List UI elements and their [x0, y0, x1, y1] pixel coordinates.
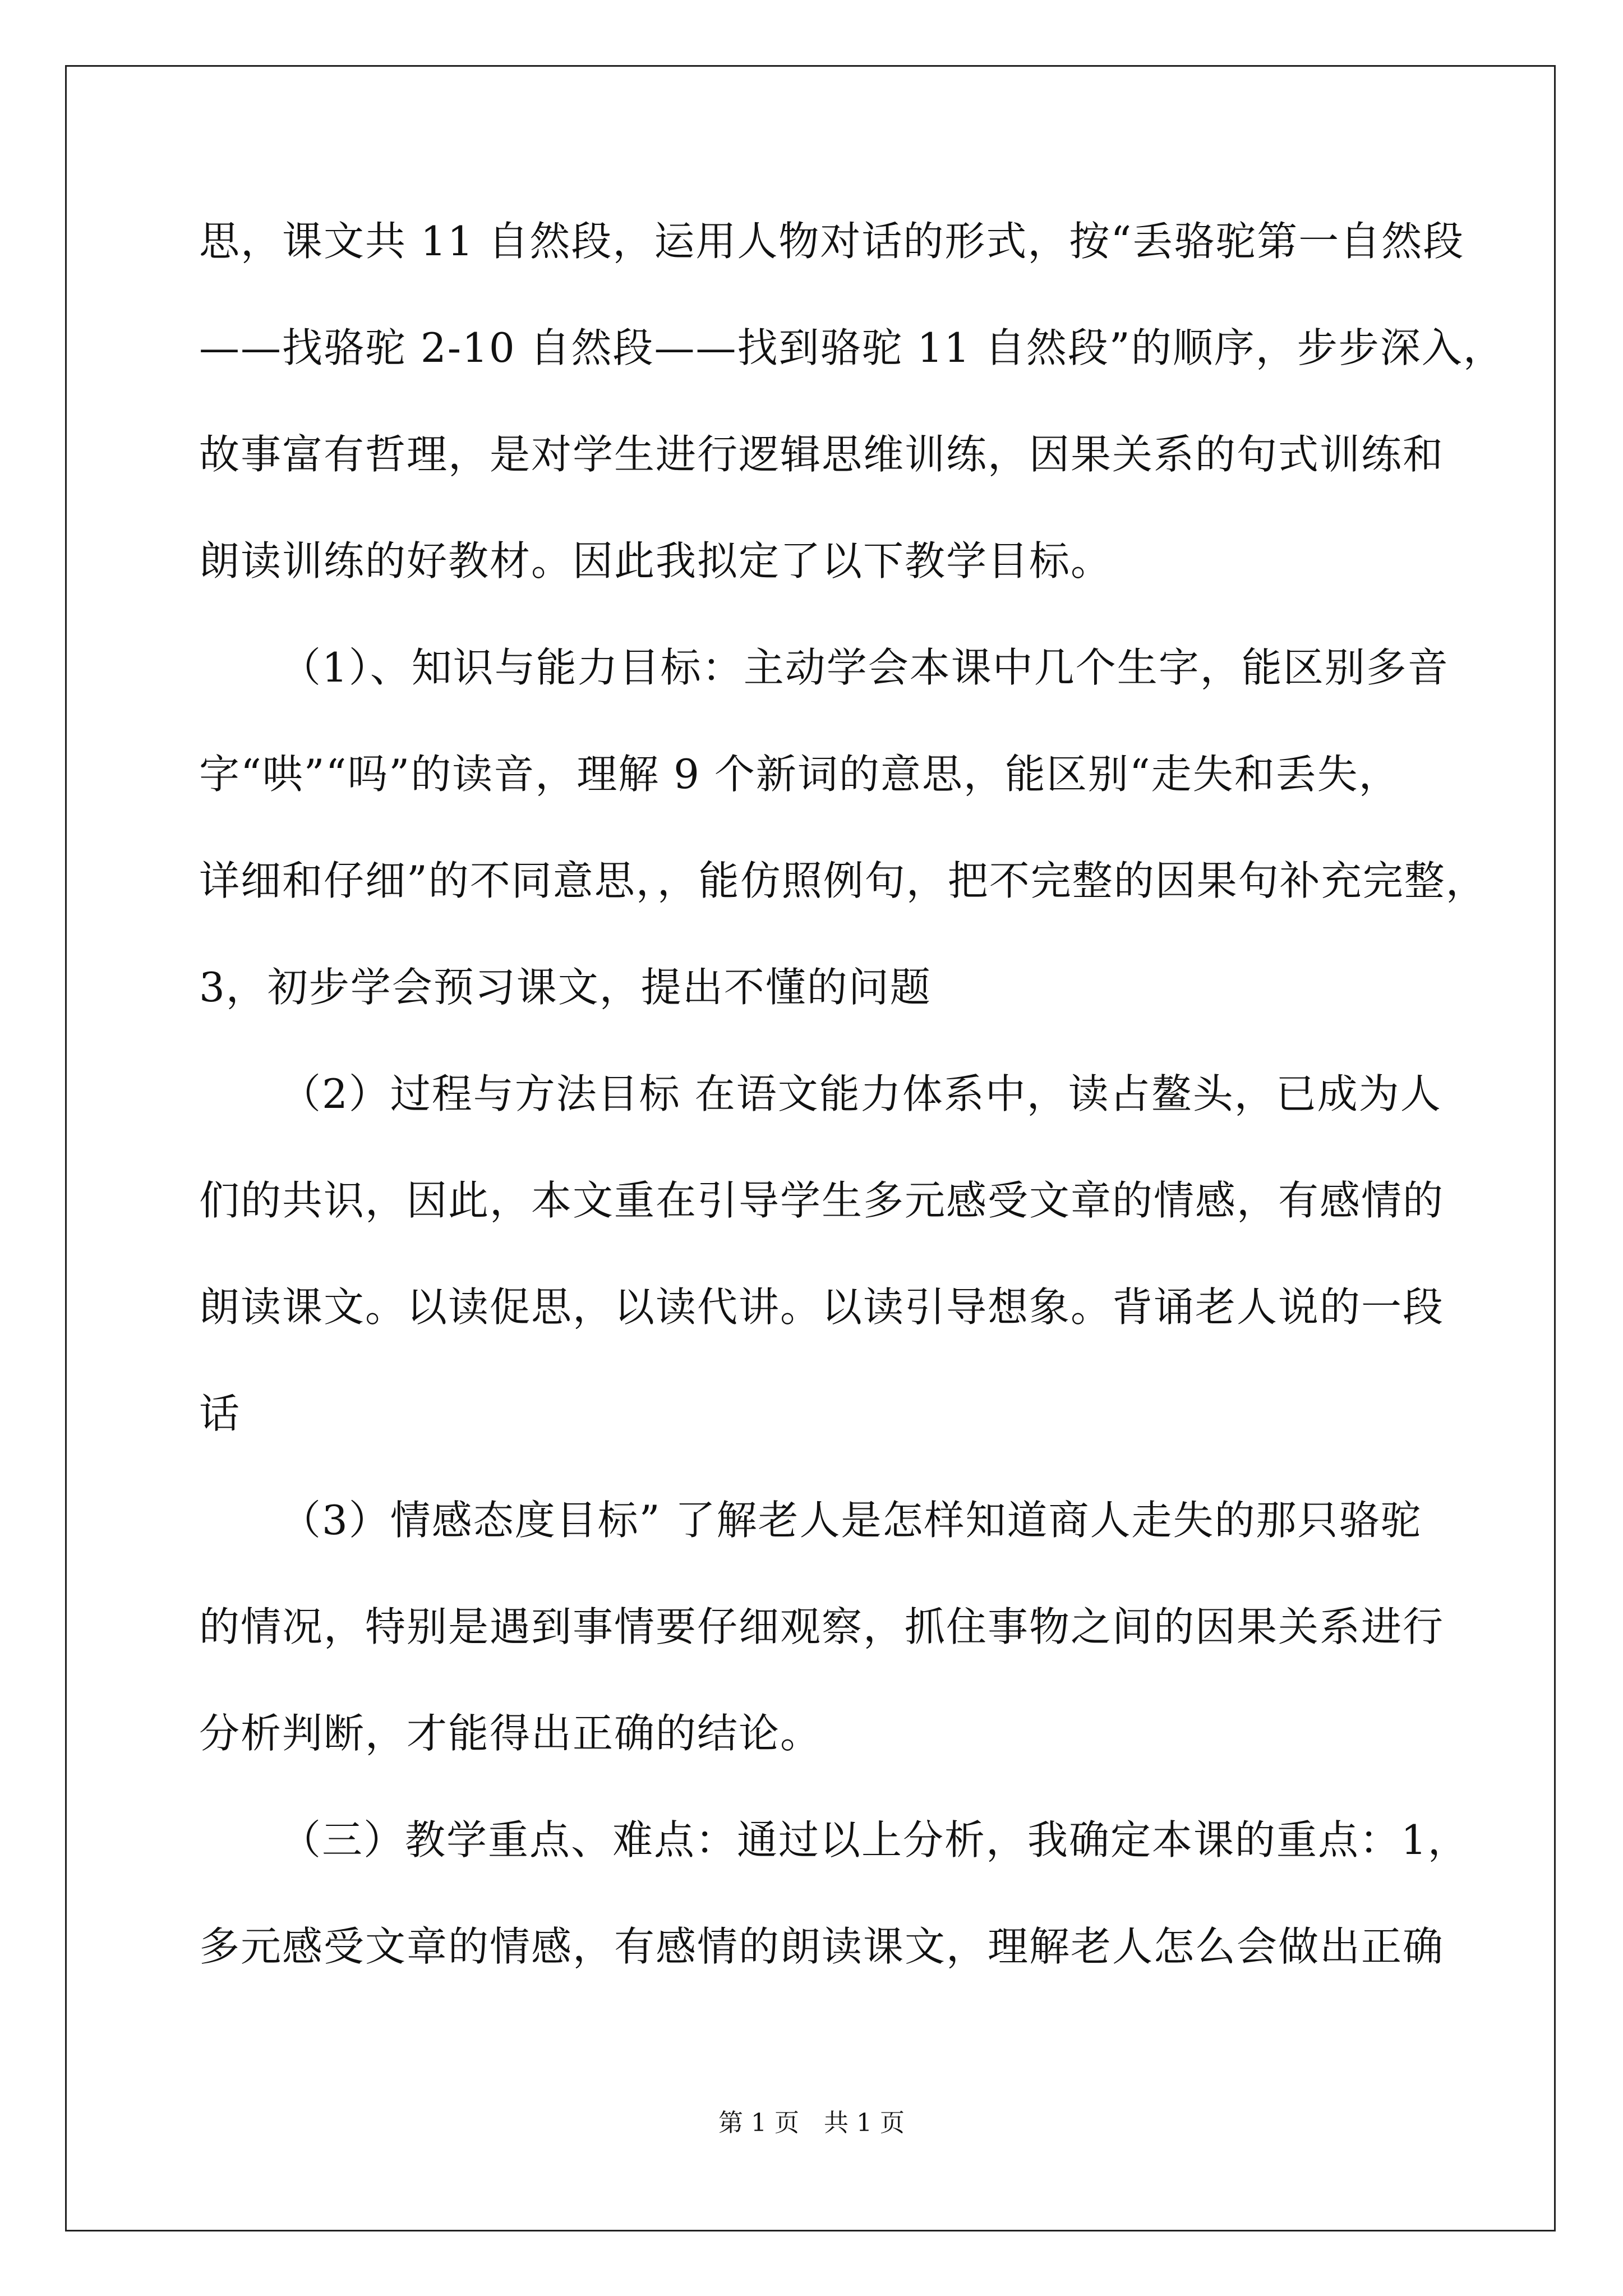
text-line: 字“哄”“吗”的读音，理解 9 个新词的意思，能区别“走失和丢失，: [199, 751, 1400, 798]
text-line: 故事富有哲理，是对学生进行逻辑思维训练，因果关系的句式训练和: [199, 431, 1445, 478]
text-line: 思，课文共 11 自然段，运用人物对话的形式，按“丢骆驼第一自然段: [199, 218, 1465, 265]
text-line: 的情况，特别是遇到事情要仔细观察，抓住事物之间的因果关系进行: [199, 1603, 1445, 1650]
paragraph-start-line: （三）教学重点、难点：通过以上分析，我确定本课的重点：1，: [280, 1816, 1469, 1864]
page-footer: 第 1 页 共 1 页: [718, 2109, 905, 2137]
text-line: 多元感受文章的情感，有感情的朗读课文，理解老人怎么会做出正确: [199, 1923, 1445, 1970]
text-line: 分析判断，才能得出正确的结论。: [199, 1710, 822, 1757]
text-line: 朗读训练的好教材。因此我拟定了以下教学目标。: [199, 537, 1113, 585]
text-line: 3，初步学会预习课文，提出不懂的问题: [199, 964, 932, 1011]
text-line: 详细和仔细”的不同意思，，能仿照例句，把不完整的因果句补充完整，: [199, 857, 1487, 904]
text-line: ——找骆驼 2-10 自然段——找到骆驼 11 自然段”的顺序，步步深入，: [199, 324, 1505, 371]
text-line: 们的共识，因此，本文重在引导学生多元感受文章的情感，有感情的: [199, 1177, 1445, 1224]
paragraph-start-line: （3）情感态度目标” 了解老人是怎样知道商人走失的那只骆驼: [280, 1497, 1422, 1544]
text-line: 话: [199, 1390, 241, 1437]
paragraph-start-line: （1）、知识与能力目标：主动学会本课中几个生字，能区别多音: [280, 644, 1449, 691]
paragraph-start-line: （2）过程与方法目标 在语文能力体系中，读占鳌头，已成为人: [280, 1070, 1442, 1117]
text-line: 朗读课文。以读促思，以读代讲。以读引导想象。背诵老人说的一段: [199, 1283, 1445, 1331]
page-border: [65, 65, 1556, 2231]
